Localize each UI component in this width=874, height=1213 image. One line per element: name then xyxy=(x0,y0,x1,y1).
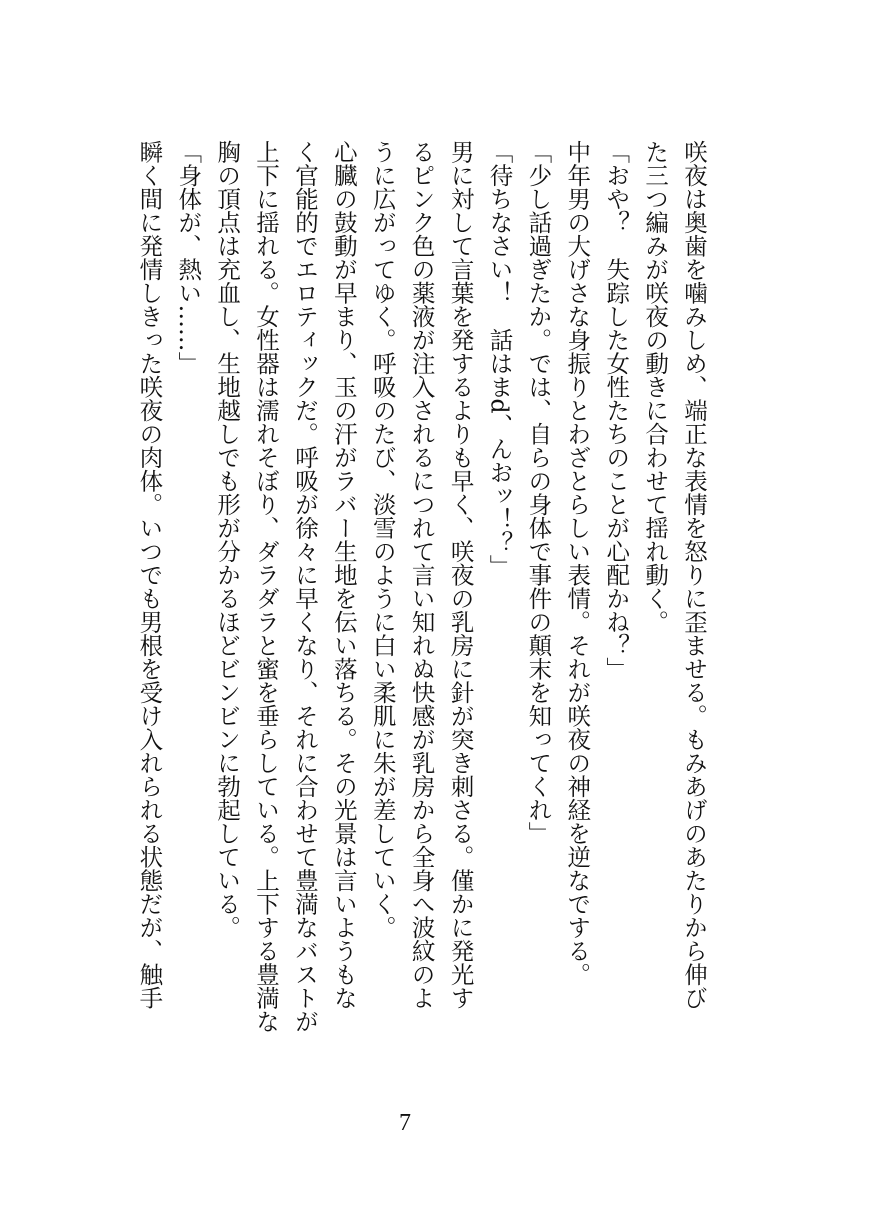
text-line: 「少し話過ぎたか。では、自らの身体で事件の顛末を知ってくれ」 xyxy=(524,140,553,845)
text-line: うに広がってゆく。呼吸のたび、淡雪のように白い柔肌に朱が差していく。 xyxy=(368,140,397,939)
vertical-body-text xyxy=(129,140,713,1033)
text-line: く官能的でエロティックだ。呼吸が徐々に早くなり、それに合わせて豊満なバストが xyxy=(290,140,319,1033)
text-line: 瞬く間に発情しきった咲夜の肉体。いつでも男根を受け入れられる状態だが、触手 xyxy=(135,140,164,1010)
page-number: 7 xyxy=(399,1110,411,1136)
text-line: 胸の頂点は充血し、生地越しでも形が分かるほどビンビンに勃起している。 xyxy=(213,140,242,939)
text-line: 「おや？ 失踪した女性たちのことが心配かね？」 xyxy=(602,140,631,681)
text-line: 上下に揺れる。女性器は濡れそぼり、ダラダラと蜜を垂らしている。上下する豊満な xyxy=(252,140,281,1033)
text-line: 心臓の鼓動が早まり、玉の汗がラバー生地を伝い落ちる。その光景は言いようもな xyxy=(329,140,358,1010)
text-line: 男に対して言葉を発するよりも早く、咲夜の乳房に針が突き刺さる。僅かに発光す xyxy=(446,140,475,1010)
text-line: た三つ編みが咲夜の動きに合わせて揺れ動く。 xyxy=(641,140,670,634)
text-line: 「待ちなさい！ 話はまd、んおッ！？」 xyxy=(485,140,514,579)
text-line: 「身体が、熱い……」 xyxy=(174,140,203,375)
text-line: 中年男の大げさな身振りとわざとらしい表情。それが咲夜の神経を逆なでする。 xyxy=(563,140,592,986)
text-line: 咲夜は奥歯を噛みしめ、端正な表情を怒りに歪ませる。もみあげのあたりから伸び xyxy=(680,140,708,1010)
text-line: るピンク色の薬液が注入されるにつれて言い知れぬ快感が乳房から全身へ波紋のよ xyxy=(407,140,436,1010)
